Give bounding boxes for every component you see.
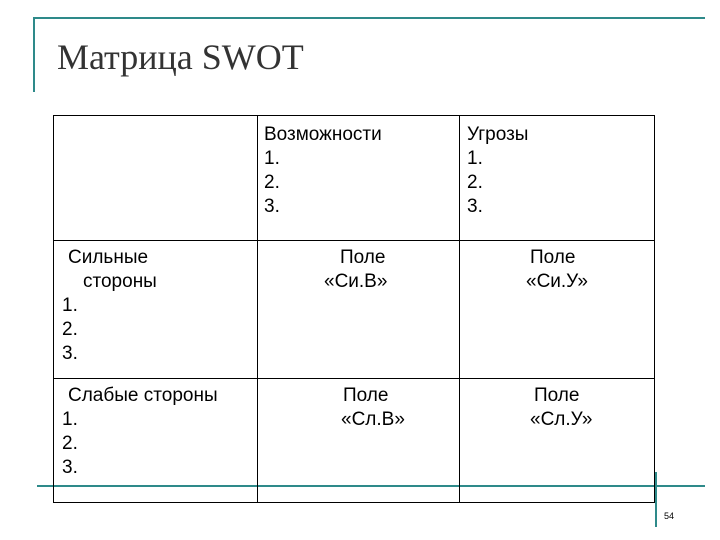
top-accent-line [33,17,705,19]
opportunities-cell [264,123,382,219]
page-number: 54 [664,511,675,521]
field-si-u-line1: Поле [530,247,576,268]
row-divider-1 [54,240,654,241]
weaknesses-item-1: 1. [62,409,78,430]
column-divider-2 [459,116,460,502]
opportunities-item-2: 2. [264,172,280,193]
field-sl-v [341,384,405,432]
swot-matrix [53,115,655,503]
strengths-label-line2: стороны [83,271,157,292]
strengths-cell [62,246,157,366]
opportunities-item-1: 1. [264,148,280,169]
threats-label: Угрозы [467,124,529,145]
weaknesses-item-3: 3. [62,457,78,478]
column-divider-1 [257,116,258,502]
field-sl-v-line2: «Сл.В» [341,409,405,430]
field-si-v [324,246,387,294]
field-si-v-line1: Поле [340,247,386,268]
strengths-item-2: 2. [62,319,78,340]
field-si-u-line2: «Си.У» [526,271,588,292]
threats-cell [467,123,528,219]
threats-item-1: 1. [467,148,483,169]
field-sl-u-line2: «Сл.У» [530,409,593,430]
opportunities-item-3: 3. [264,196,280,217]
field-sl-u [530,384,592,432]
slide-title: Матрица SWOT [57,37,304,77]
strengths-item-3: 3. [62,343,78,364]
threats-item-2: 2. [467,172,483,193]
opportunities-label: Возможности [264,124,382,145]
strengths-item-1: 1. [62,295,78,316]
weaknesses-label: Слабые стороны [68,385,218,406]
weaknesses-cell [62,384,218,480]
field-si-v-line2: «Си.В» [324,271,388,292]
weaknesses-item-2: 2. [62,433,78,454]
field-sl-u-line1: Поле [534,385,580,406]
right-accent-line [655,472,657,527]
row-divider-2 [54,378,654,379]
field-si-u [526,246,588,294]
threats-item-3: 3. [467,196,483,217]
field-sl-v-line1: Поле [343,385,389,406]
strengths-label-line1: Сильные [68,247,149,268]
left-accent-line [33,17,35,92]
